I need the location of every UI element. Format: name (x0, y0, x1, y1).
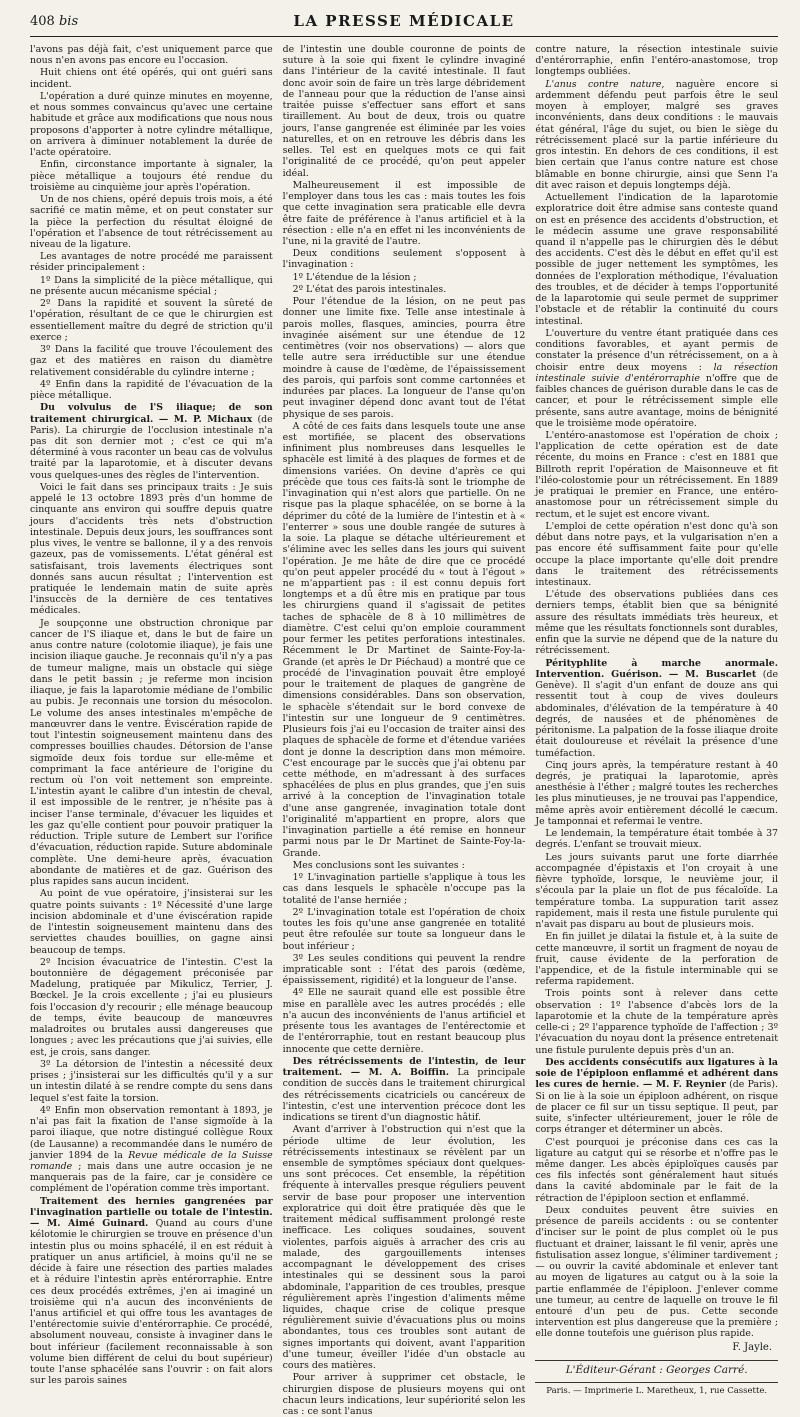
journal-title: LA PRESSE MÉDICALE (293, 12, 515, 30)
paragraph-text: 3º Dans la facilité que trouve l'écoulement des gaz et des matières en raison du diamètre relativement considérable du cylindre interne ; (30, 344, 273, 378)
paragraph (283, 907, 526, 952)
paragraph-text: ; mais dans une autre occasion je ne manquerais pas de la faire, car je considère ce complément de l'opération comme très important. (30, 1160, 273, 1195)
column-right (535, 44, 779, 1397)
italic-text: Revue médicale de la Suisse romande (30, 1149, 273, 1172)
paragraph (283, 180, 526, 247)
paragraph-text: 1º L'invagination partielle s'applique à tous les cas dans lesquels le sphacèle n'occupe pas la totalité de l'anse herniée ; (282, 872, 526, 906)
section-heading: Des accidents consécutifs aux ligatures à la soie de l'épiploon enflammé et adhérent dans les cures de hernie. (535, 1056, 779, 1091)
column-left (30, 44, 273, 1387)
paragraph-text: Je soupçonne une obstruction chronique par cancer de l'S iliaque et, dans le but de faire un anus contre nature (colotomie iliaque), je fais une incision iliaque gauche. Je reconnais qu'il n'y a pas de tumeur maligne, mais un obstacle qui siège dans le petit bassin ; je referme mon incision iliaque, je fais la laparotomie médiane de l'ombilic au pubis. Je reconnais une torsion du mésocolon. Le volume des anses intestinales m'empêche de manœuvrer dans le ventre. Éviscération rapide de tout l'intestin soigneusement maintenu dans des compresses bouillies chaudes. Détorsion de l'anse sigmoïde deux fois tordue sur elle-même et comprimant la face antérieure de l'origine du rectum où l'on voit nettement son empreinte. L'intestin ayant le calibre d'un intestin de cheval, il est impossible de le rentrer, je n'hésite pas à inciser l'anse terminale, d'évacuer les liquides et les gaz qu'elle contient pour pouvoir pratiquer la réduction. Triple suture de Lembert sur l'orifice d'évacuation, réduction rapide. Suture abdominale complète. Une demi-heure après, évacuation abondante de matières et de gaz. Guérison des plus rapides sans aucun incident. (30, 617, 273, 888)
paragraph (535, 1137, 778, 1204)
paragraph (30, 618, 273, 888)
paragraph (535, 192, 778, 327)
paragraph (535, 79, 778, 191)
paragraph (30, 344, 273, 378)
paragraph-text: Deux conduites peuvent être suivies en présence de pareils accidents : ou se contenter d'inciser sur le point de plus complet où le pus fluctuant et drainer, laissant le fil venir, après une fistulisation assez longue, s'éliminer tardivement ; — ou ouvrir la cavité abdominale et enlever tant au moyen de ligatures au catgut ou à la soie la partie enflammée de l'épiploon. J'enlever comme une tumeur, au centre de laquelle on trouve le fil entouré d'un peu de pus. Cette seconde intervention est plus dangereuse que la première ; elle donne toutefois une guérison plus rapide. (535, 1204, 779, 1340)
paragraph-text: 4º Enfin dans la rapidité de l'évacuation de la pièce métallique. (30, 378, 273, 402)
section-heading: Pérityphlite à marche anormale. Intervention. Guérison. (535, 657, 779, 680)
paragraph-text: Voici le fait dans ses principaux traits : Je suis appelé le 13 octobre 1893 près d'un homme de cinquante ans environ qui souffre depuis quatre jours d'accidents très nets d'obstruction intestinale. Depuis deux jours, les souffrances sont plus vives, le ventre se ballonne, il y a des renvois gazeux, pas de vomissements. L'état général est satisfaisant, trois lavements électriques sont donnés sans aucun résultat ; l'intervention est pratiquée le lendemain matin de suite après l'insuccès de la dernière de ces tentatives médicales. (30, 481, 273, 617)
paragraph (30, 888, 273, 955)
paragraph (535, 760, 778, 827)
paragraph-text: L'étude des observations publiées dans ces derniers temps, établit bien que sa bénignité assure des résultats immédiats très heureux, et même que les résultats fonctionnels sont durables, enfin que la survie ne dépend que de la nature du rétrécissement. (535, 589, 779, 657)
paragraph-text: L'ouverture du ventre étant pratiquée dans ces conditions favorables, et ayant permis de constater la présence d'un rétrécissement, on a à choisir entre deux moyens : (535, 327, 779, 373)
italic-text: L'anus contre nature (545, 78, 662, 90)
paragraph-text: Trois points sont à relever dans cette observation : 1º l'absence d'abcès lors de la laparotomie et la chute de la température après celle-ci ; 2º l'apparence typhoïde de l'affection ; 3º l'évacuation du noyau dont la présence entretenait une fistule purulente depuis près d'un an. (535, 988, 779, 1056)
paragraph (30, 159, 273, 193)
imprint-line: Paris. — Imprimerie L. Maretheux, 1, rue Cassette. (535, 1382, 778, 1396)
paragraph (30, 44, 273, 66)
paragraph (535, 828, 778, 850)
paragraph-text: Pour arriver à supprimer cet obstacle, le chirurgien dispose de plusieurs moyens qui ont chacun leurs indications, leur supériorité selon les cas : ce sont l'anus (282, 1372, 526, 1417)
paragraph (535, 931, 778, 987)
page-header (30, 10, 778, 37)
page-number: 408 bis (30, 14, 79, 29)
paragraph-text: 4º Enfin mon observation remontant à 1893, je n'ai pas fait la fixation de l'anse sigmoïde à la paroi iliaque, que notre distingué collègue Roux (de Lausanne) a recommandée dans le numéro de janvier 1894 de la (30, 1104, 273, 1161)
paragraph (30, 957, 273, 1058)
paragraph-text: 4º Elle ne saurait quand elle est possible être mise en parallèle avec les autres procédés ; elle n'a aucun des inconvénients de l'anus artificiel et présente tous les avantages de l'entérectomie et de l'entérorraphie, tout en restant beaucoup plus innocente que cette dernière. (282, 987, 526, 1055)
paragraph (283, 860, 526, 871)
paragraph (283, 272, 526, 283)
paragraph-text: A côté de ces faits dans lesquels toute une anse est mortifiée, se placent des observations infiniment plus nombreuses dans lesquelles le sphacèle est limité à des plaques de formes et de dimensions variées. On devine d'après ce qui précède que tous ces faits-là sont le triomphe de l'invagination qui n'est alors que partielle. On ne risque pas la plaque sphacélée, on se borne à la déprimer du côté de la lumière de l'intestin et à « l'enterrer » sous une double rangée de sutures à la soie. La plaque se détache ultérieurement et s'élimine avec les selles dans les jours qui suivent l'opération. Je me hâte de dire que ce procédé qu'on peut appeler procédé du « tout à l'égout » ne m'appartient pas : il est connu depuis fort longtemps et a dû être mis en pratique par tous les chirurgiens quand il s'agissait de petites taches de sphacèle de 8 à 10 millimètres de diamètre. C'est celui qu'on emploie couramment pour fermer les petites perforations intestinales. Récemment le Dr Martinet de Sainte-Foy-la-Grande (et après le Dr Piéchaud) a montré que ce procédé de l'invagination pouvait être employé pour le traitement de plaques de gangrène de dimensions considérables. Dans son observation, le sphacèle s'étendait sur le bord convexe de l'intestin sur une longueur de 9 centimètres. Plusieurs fois j'ai eu l'occasion de traiter ainsi des plaques de sphacèle de forme et d'étendue variées dont je donne la description dans mon mémoire. C'est encourage par le succès que j'ai obtenu par cette méthode, en m'adressant à des surfaces sphacélées de plus en plus grandes, que j'en suis arrivé à la conception de l'invagination totale d'une anse gangrenée, invagination totale dont l'originalité m'appartient en propre, alors que l'invagination partielle a été remise en honneur parmi nous par le Dr Martinet de Sainte-Foy-la-Grande. (282, 420, 526, 859)
section-heading: Traitement des hernies gangrenées par l'invagination partielle ou totale de l'intestin. (30, 1195, 273, 1218)
paragraph (535, 589, 778, 656)
paragraph-text: Un de nos chiens, opéré depuis trois mois, a été sacrifié ce matin même, et on peut constater sur la pièce la perfection du résultat éloigné de l'opération et l'absence de tout rétrécissement au niveau de la ligature. (30, 194, 273, 250)
paragraph (30, 67, 273, 89)
paragraph-text: Mes conclusions sont les suivantes : (292, 859, 465, 871)
section-author: — M. P. Michaux (153, 413, 253, 425)
paragraph (283, 1124, 526, 1371)
paragraph (535, 328, 778, 429)
paragraph-text: Enfin, circonstance importante à signaler, la pièce métallique a toujours été rendue du troisième au cinquième jour après l'opération. (30, 159, 273, 193)
paragraph-text: (de Genève). Il s'agit d'un enfant de douze ans qui ressentit tout à coup de vives douleurs abdominales, d'élévation de la température à 40 degrés, de nausées et de phénomènes de péritonisme. La palpation de la fosse iliaque droite était douloureuse et révélait la présence d'une tuméfaction. (535, 668, 779, 759)
section-author: — M. A. Boiffin. (342, 1067, 450, 1079)
paragraph-text: 2º L'invagination totale est l'opération de choix toutes les fois qu'une anse gangrenée en totalité peut être refoulée sur toute sa longueur dans le bout inférieur ; (282, 906, 526, 952)
paragraph (30, 1105, 273, 1195)
paragraph (283, 296, 526, 420)
paragraph-text: 1º L'étendue de la lésion ; (292, 271, 417, 283)
paragraph-text: Actuellement l'indication de la laparotomie exploratrice doit être admise sans conteste quand on est en présence des accidents d'obstruction, et le médecin assume une grave responsabilité quand il n'appelle pas le chirurgien dès le début des accidents. C'est dès le début en effet qu'il est possible de juger nettement les symptômes, les données de l'exploration méthodique, l'évaluation des troubles, et de décider à temps l'opportunité de la laparotomie qui seule permet de supprimer l'obstacle et de rétablir la continuité du cours intestinal. (535, 192, 779, 327)
author-signature: F. Jayle. (732, 1341, 773, 1353)
paragraph (30, 251, 273, 273)
paragraph-text: Les avantages de notre procédé me paraissent résider principalement : (30, 251, 273, 274)
paragraph-text: Huit chiens ont été opérés, qui ont guéri sans incident. (30, 67, 273, 90)
paragraph (30, 1059, 273, 1104)
paragraph-text: En fin juillet je dilatai la fistule et, à la suite de cette manœuvre, il sortit un fragment de noyau de fruit, cause évidente de la perforation de l'appendice, et de la fistule interminable qui se referma rapidement. (535, 931, 779, 988)
section-paragraph (30, 402, 273, 481)
paragraph-text: L'opération a duré quinze minutes en moyenne, et nous sommes convaincus qu'avec une certaine habitude et grâce aux modifications que nous nous proposons d'apporter à notre cylindre métallique, on arrivera à diminuer notablement la durée de l'acte opératoire. (30, 90, 273, 159)
paragraph (283, 421, 526, 859)
italic-text: la résection intestinale suivie d'entérorraphie (535, 361, 779, 384)
paragraph-text: L'emploi de cette opération n'est donc qu'à son début dans notre pays, et la vulgarisation n'en a pas encore été suffisamment faite pour qu'elle occupe la place importante qu'elle doit prendre dans le traitement des rétrécissements intestinaux. (535, 520, 779, 589)
paragraph (30, 482, 273, 617)
paragraph-text: 3º La détorsion de l'intestin a nécessité deux prises ; j'insisterai sur les difficultés qu'il y a sur un intestin dilaté à se rendre compte du sens dans lequel s'est faite la torsion. (30, 1058, 273, 1104)
paragraph (283, 872, 526, 906)
section-heading: Des rétrécissements de l'intestin, de leur traitement. (282, 1055, 526, 1079)
paragraph (535, 430, 778, 520)
section-author: — M. Buscarlet (662, 668, 757, 680)
paragraph-text: Avant d'arriver à l'obstruction qui n'est que la période ultime de leur évolution, les rétrécissements intestinaux se révèlent par un ensemble de symptômes spéciaux dont quelques-uns sont précoces. Cet ensemble, la répétition fréquente à intervalles presque réguliers peuvent servir de base pour proposer une intervention exploratrice qui doit être pratiquée dès que le traitement médical suffisamment prolongé reste inefficace. Les coliques soudaines, souvent violentes, parfois aiguës à arracher des cris au malade, des gargouillements intenses accompagnant le développement des crises intestinales qui se dessinent sous la paroi abdominale, l'apparition de ces troubles, presque régulièrement après l'ingestion d'aliments même liquides, chaque crise de colique presque régulièrement suivie d'évacuations plus ou moins abondantes, tous ces troubles sont autant de signes importants qui doivent, avant l'apparition d'une tumeur, éveiller l'idée d'un obstacle au cours des matières. (282, 1124, 526, 1372)
section-paragraph (283, 1056, 526, 1123)
paragraph-text: 1º Dans la simplicité de la pièce métallique, qui ne présente aucun mécanisme spécial ; (30, 274, 273, 297)
paragraph (283, 248, 526, 270)
paragraph-text: de l'intestin une double couronne de points de suture à la soie qui fixent le cylindre invaginé dans l'intérieur de la cavité intestinale. Il faut donc avoir soin de faire un très large débridement de l'anneau pour que la réduction de l'anse ainsi traitée puisse s'effectuer sans effort et sans tiraillement. Au bout de deux, trois ou quatre jours, l'anse gangrenée est éliminée par les voies naturelles, et on en retrouve les débris dans les selles. Tel est en quelques mots ce qui fait l'originalité de ce procédé, qu'on peut appeler idéal. (282, 44, 526, 179)
paragraph-text: Quand au cours d'une kélotomie le chirurgien se trouve en présence d'un intestin plus ou moins sphacélé, il en est réduit à pratiquer un anus artificiel, à moins qu'il ne se décide à faire une résection des parties malades et à réduire l'intestin après entérorraphie. Entre ces deux procédés extrêmes, j'en ai imaginé un troisième qui n'a aucun des inconvénients de l'anus artificiel et qui offre tous les avantages de l'entérectomie suivie d'entérorraphie. Ce procédé, absolument nouveau, consiste à invaginer dans le bout inférieur (facilement reconnaissable à son volume bien différent de celui du bout supérieur) toute l'anse sphacélée sans l'ouvrir : on fait alors sur les parois saines (30, 1218, 273, 1387)
paragraph-text: n'offre que de faibles chances de guérison durable dans le cas de cancer, et pour le rétrécissement simple elle présente, sans autre avantage, moins de bénignité que le troisième mode opératoire. (535, 372, 779, 429)
paragraph-text: La principale condition de succès dans le traitement chirurgical des rétrécissements cicatriciels ou cancéreux de l'intestin, c'est une intervention précoce dont les indications se tirent d'un diagnostic hâtif. (282, 1067, 526, 1124)
paragraph-text: , naguère encore si ardemment défendu peut parfois être le seul moyen à employer, malgré ses graves inconvénients, dans deux conditions : le mauvais état général, l'âge du sujet, ou bien le siège du rétrécissement placé sur la partie inférieure du gros intestin. En dehors de ces conditions, il est bien certain que l'anus contre nature est chose blâmable en bonne chirurgie, ainsi que Senn l'a dit avec raison et depuis longtemps déjà. (535, 78, 779, 191)
paragraph-text: 2º L'état des parois intestinales. (292, 283, 447, 295)
editor-line: L'Éditeur-Gérant : Georges Carré. (535, 1360, 778, 1377)
section-paragraph (30, 1196, 273, 1387)
paragraph (283, 987, 526, 1054)
paragraph-text: contre nature, la résection intestinale suivie d'entérorraphie, enfin l'entéro-anastomose, trop longtemps oubliées. (535, 44, 779, 78)
paragraph (283, 284, 526, 295)
paragraph-text: (de Paris). Si on lie à la soie un épiploon adhérent, on risque de placer ce fil sur un tissu septique. Il peut, par suite, s'infecter ultérieurement, jouer le rôle de corps étranger et déterminer un abcès. (535, 1079, 779, 1136)
paragraph-text: l'avons pas déjà fait, c'est uniquement parce que nous n'en avons pas encore eu l'occasion. (30, 44, 273, 67)
paragraph-text: Malheureusement il est impossible de l'employer dans tous les cas : mais toutes les fois que cette invagination sera praticable elle devra être faite de préférence à l'anus artificiel et à la résection : elle n'a en effet ni les inconvénients de l'une, ni la gravité de l'autre. (282, 179, 526, 247)
paragraph-text: 2º Dans la rapidité et souvent la sûreté de l'opération, résultant de ce que le chirurgien est essentiellement maître du degré de striction qu'il exerce ; (30, 298, 273, 343)
section-author: — M. F. Reynier (639, 1079, 726, 1091)
section-heading: Du volvulus de l'S iliaque; de son traitement chirurgical. (30, 402, 273, 425)
paragraph (283, 1372, 526, 1417)
paragraph-text: Deux conditions seulement s'opposent à l'invagination : (282, 248, 526, 271)
paragraph (30, 298, 273, 343)
paragraph (30, 91, 273, 158)
paragraph (535, 852, 778, 931)
paragraph (535, 44, 778, 78)
paragraph-text: Cinq jours après, la température restant à 40 degrés, je pratiquai la laparotomie, après anesthésie à l'éther ; malgré toutes les recherches les plus minutieuses, je ne trouvai pas l'appendice, même après avoir entièrement décollé le cæcum. Je tamponnai et refermai le ventre. (535, 759, 779, 827)
paragraph-text: Au point de vue opératoire, j'insisterai sur les quatre points suivants : 1º Nécessité d'une large incision abdominale et d'une éviscération rapide de l'intestin soigneusement maintenu dans des serviettes chaudes bouillies, on gagne ainsi beaucoup de temps. (30, 888, 273, 956)
paragraph (535, 988, 778, 1055)
paragraph-text: Les jours suivants parut une forte diarrhée accompagnée d'épistaxis et l'on croyait à une fièvre typhoïde, lorsque, le neuvième jour, il s'écoula par la plaie un flot de pus fécaloïde. La température tomba. La suppuration tarit assez rapidement, mais il resta une fistule purulente qui n'avait pas disparu au bout de plusieurs mois. (535, 851, 779, 931)
paragraph (535, 521, 778, 588)
paragraph (30, 275, 273, 297)
paragraph (535, 1205, 778, 1340)
section-paragraph (535, 1057, 778, 1136)
paragraph-text: L'entéro-anastomose est l'opération de choix ; l'application de cette opération est de date récente, du moins en France : c'est en 1881 que Billroth reprit l'opération de Maisonneuve et fit l'iléo-colostomie pour un rétrécissement. En 1889 je pratiquai le premier en France, une entéro-anastomose pour un rétrécissement simple du rectum, et le sujet est encore vivant. (535, 429, 779, 520)
column-middle (282, 44, 526, 1417)
section-paragraph (535, 658, 778, 759)
paragraph-text: Pour l'étendue de la lésion, on ne peut pas donner une limite fixe. Telle anse intestinale à parois molles, flasques, amincies, pourra être invaginée aisément sur une étendue de 12 centimètres (voir nos observations) — alors que telle autre sera irréductible sur une étendue moindre à cause de l'œdème, de l'épaississement des parois, qui parfois sont comme cartonnées et indurées par places. La longueur de l'anse qu'on peut invaginer dépend donc avant tout de l'état physique de ses parois. (282, 296, 526, 420)
article-columns (30, 44, 779, 1417)
paragraph (283, 953, 526, 987)
paragraph-text: C'est pourquoi je préconise dans ces cas la ligature au catgut qui se résorbe et n'offre pas le même danger. Les abcès épiploïques causés par ces fils infectés sont généralement haut situés dans la cavité abdominale par le fait de la rétraction de l'épiploon section et enflammé. (535, 1136, 779, 1204)
paragraph-text: Le lendemain, la température était tombée à 37 degrés. L'enfant se trouvait mieux. (535, 828, 779, 851)
paragraph-text: 2º Incision évacuatrice de l'intestin. C'est la boutonnière de dégagement préconisée par Madelung, pratiquée par Mikulicz, Terrier, J. Bœckel. Je la crois excellente ; j'ai eu plusieurs fois l'occasion d'y recourir ; elle ménage beaucoup de temps, évite beaucoup de manœuvres maladroites ou brutales aussi dangereuses que longues ; avec les précautions que j'ai suivies, elle est, je crois, sans danger. (30, 956, 273, 1058)
paragraph (283, 44, 526, 179)
paragraph (30, 379, 273, 401)
section-author: — M. Aimé Guinard. (30, 1218, 149, 1230)
paragraph (30, 194, 273, 250)
paragraph-text: (de Paris). La chirurgie de l'occlusion intestinale n'a pas dit son dernier mot ; c'est ce qui m'a déterminé à vous raconter un beau cas de volvulus traité par la laparotomie, et à discuter devans vous quelques-unes des règles de l'intervention. (30, 413, 273, 481)
paragraph-text: 3º Les seules conditions qui peuvent la rendre impraticable sont : l'état des parois (œdème, épaississement, rigidité) et la longueur de l'anse. (282, 952, 526, 987)
